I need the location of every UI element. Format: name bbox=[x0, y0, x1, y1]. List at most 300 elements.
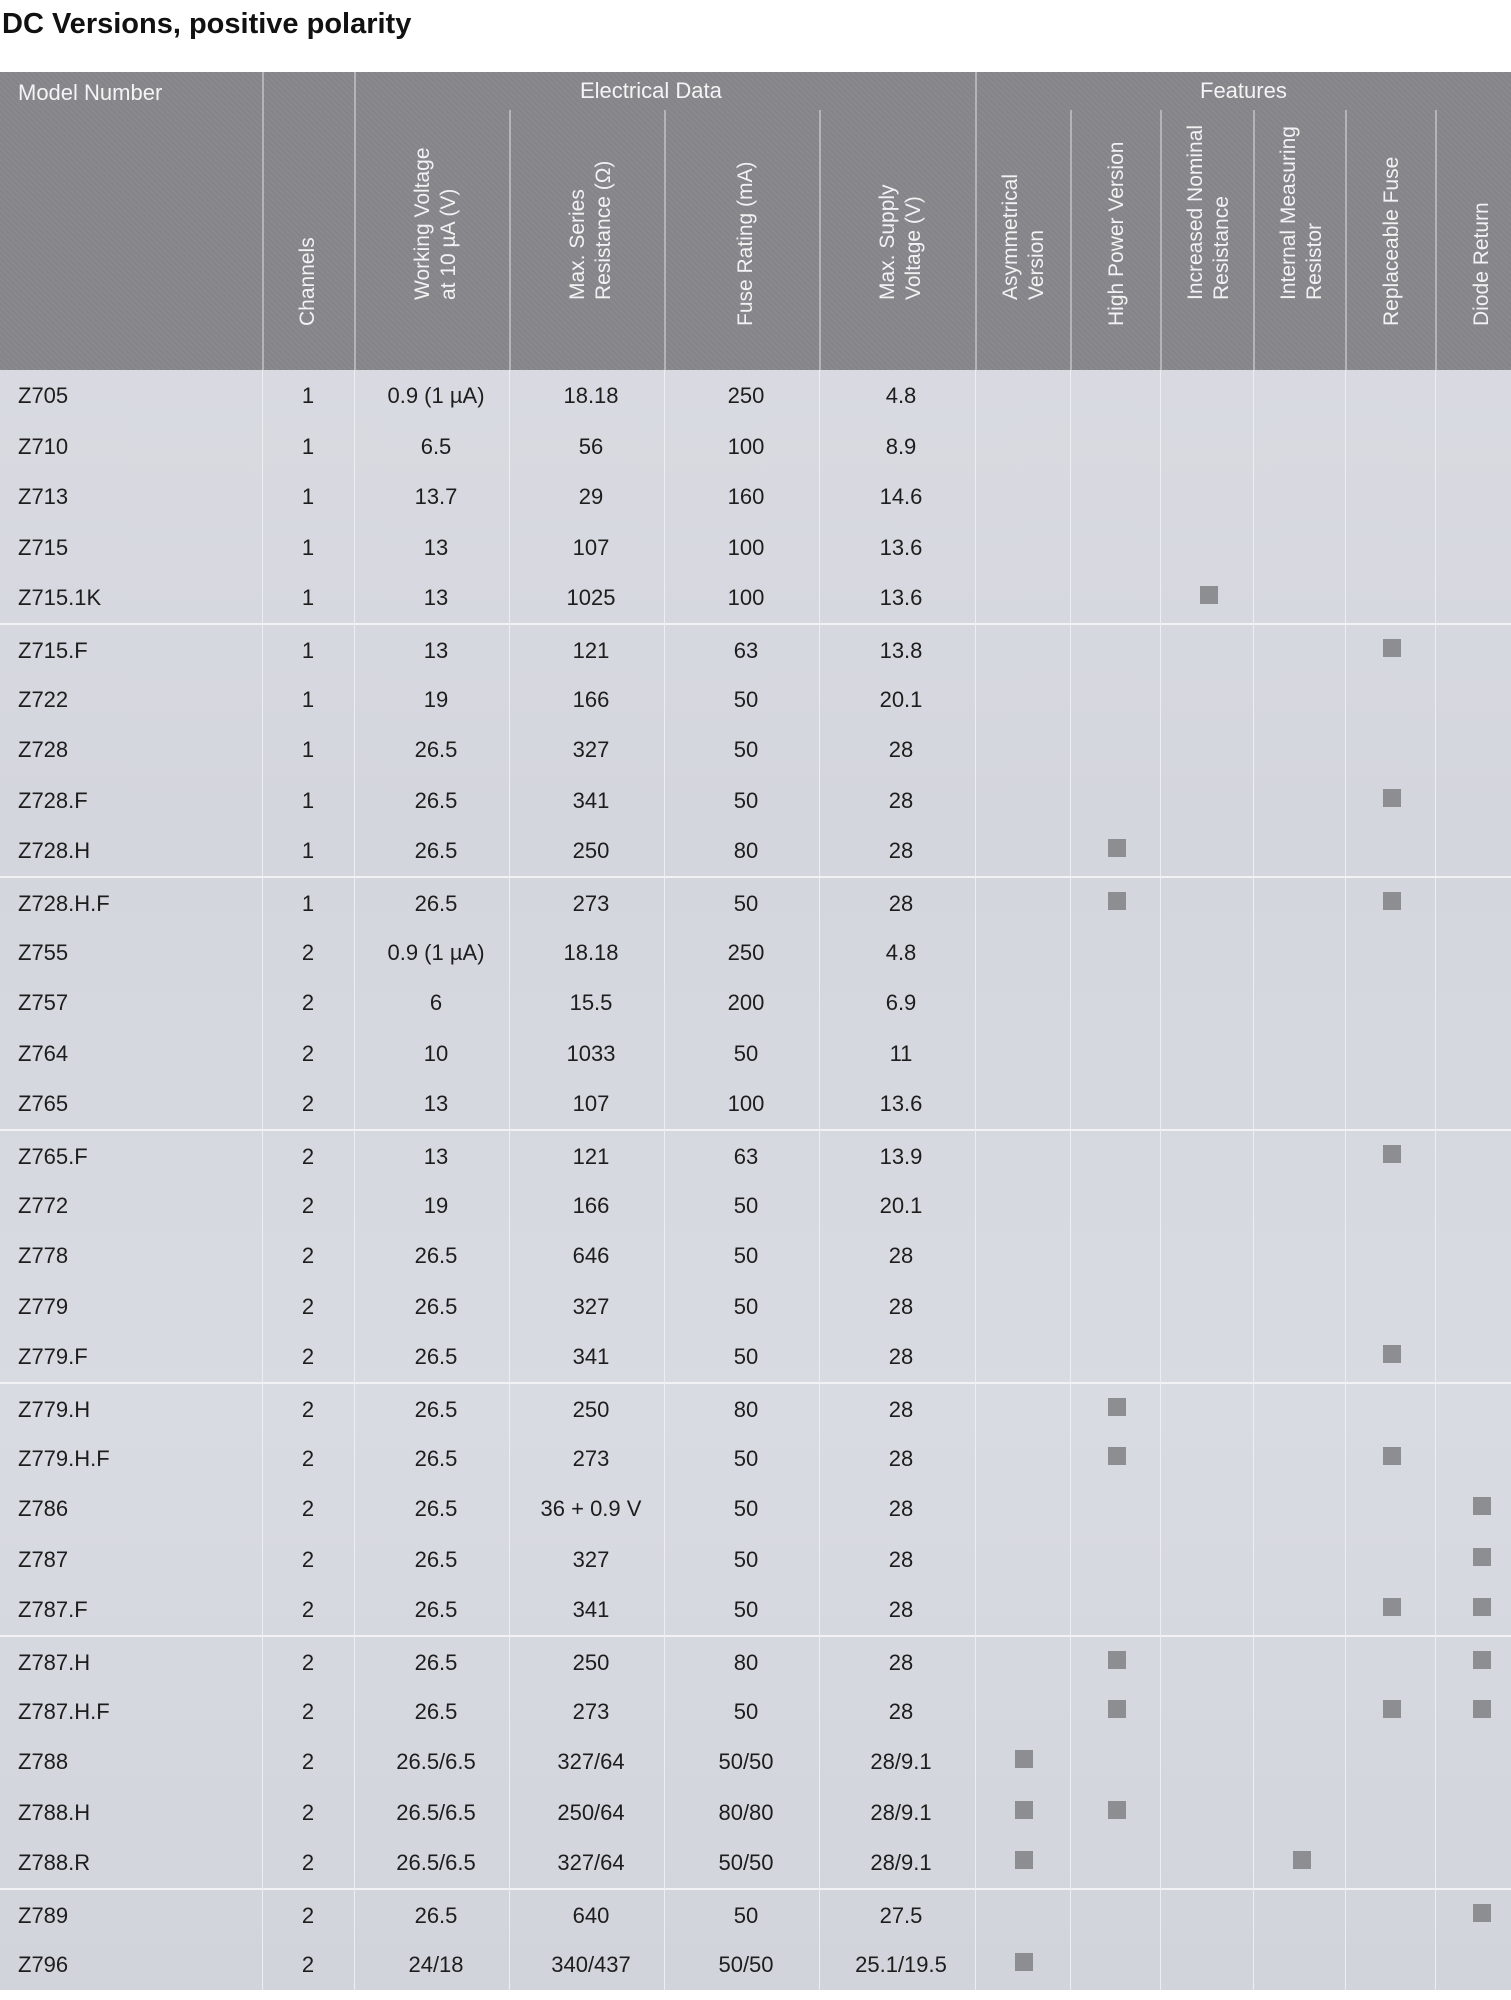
model-number-cell: Z757 bbox=[18, 990, 69, 1016]
column-header-label bbox=[1379, 157, 1405, 326]
table-row bbox=[0, 1028, 1511, 1079]
table-row bbox=[0, 1686, 1511, 1737]
column-divider bbox=[664, 370, 665, 1990]
max-supply-voltage-cell: 28 bbox=[888, 1650, 914, 1675]
max-series-resistance-cell: 1025 bbox=[566, 585, 616, 611]
column-header-label bbox=[1183, 125, 1235, 300]
fuse-rating-cell: 100 bbox=[727, 433, 765, 459]
table-row bbox=[0, 1281, 1511, 1332]
working-voltage-cell: 26.5 bbox=[414, 891, 458, 916]
channels-cell: 2 bbox=[301, 1243, 315, 1269]
diode-return-marker bbox=[1473, 1598, 1491, 1616]
channels-cell: 1 bbox=[301, 686, 315, 712]
max-supply-voltage-cell: 28 bbox=[888, 1445, 914, 1471]
max-series-resistance-cell: 1033 bbox=[566, 1040, 616, 1066]
column-divider bbox=[819, 370, 820, 1990]
model-number-cell: Z728.H.F bbox=[18, 891, 110, 916]
replaceable-fuse-marker bbox=[1383, 1700, 1401, 1718]
fuse-rating-cell: 80 bbox=[733, 1650, 759, 1675]
working-voltage-cell: 26.5 bbox=[414, 838, 458, 864]
column-divider bbox=[1160, 370, 1161, 1990]
max-supply-voltage-cell: 11 bbox=[889, 1040, 913, 1066]
model-number-cell: Z722 bbox=[18, 686, 69, 712]
high-power-marker bbox=[1108, 1447, 1126, 1465]
working-voltage-cell: 0.9 (1 µA) bbox=[387, 939, 485, 965]
table-row bbox=[0, 1584, 1511, 1635]
model-number-cell: Z715 bbox=[18, 534, 69, 560]
fuse-rating-cell: 50 bbox=[733, 891, 759, 916]
max-supply-voltage-cell: 28 bbox=[888, 1546, 914, 1572]
model-number-cell: Z796 bbox=[18, 1951, 69, 1977]
channels-cell: 2 bbox=[301, 1144, 315, 1169]
features-header: Features bbox=[1200, 78, 1287, 103]
fuse-rating-cell: 50 bbox=[733, 1040, 759, 1066]
max-series-resistance-cell: 341 bbox=[572, 787, 610, 813]
max-supply-voltage-cell: 4.8 bbox=[885, 383, 917, 408]
max-series-resistance-cell: 341 bbox=[572, 1344, 610, 1370]
fuse-rating-cell: 80 bbox=[733, 1397, 759, 1422]
fuse-rating-cell: 50 bbox=[733, 686, 759, 712]
fuse-rating-cell: 50 bbox=[733, 787, 759, 813]
high-power-marker bbox=[1108, 1398, 1126, 1416]
fuse-rating-cell: 50 bbox=[733, 1546, 759, 1572]
channels-cell: 1 bbox=[301, 638, 315, 663]
column-header-label bbox=[565, 161, 617, 300]
max-supply-voltage-cell: 8.9 bbox=[885, 433, 917, 459]
model-number-cell: Z779.H.F bbox=[18, 1445, 110, 1471]
max-series-resistance-cell: 273 bbox=[572, 1445, 610, 1471]
asymmetrical-marker bbox=[1015, 1851, 1033, 1869]
channels-cell: 2 bbox=[301, 1799, 315, 1825]
table-row bbox=[0, 1331, 1511, 1382]
max-supply-voltage-cell: 4.8 bbox=[885, 939, 917, 965]
working-voltage-cell: 13 bbox=[423, 585, 449, 611]
max-supply-voltage-cell: 28 bbox=[888, 1344, 914, 1370]
max-supply-voltage-cell: 28 bbox=[888, 1243, 914, 1269]
channels-cell: 2 bbox=[301, 1951, 315, 1977]
fuse-rating-cell: 50 bbox=[733, 1192, 759, 1218]
table-row bbox=[0, 1534, 1511, 1585]
max-series-resistance-cell: 327 bbox=[572, 737, 610, 763]
column-header-line: Asymmetrical bbox=[999, 173, 1022, 300]
column-header-line: Resistor bbox=[1303, 222, 1326, 300]
working-voltage-cell: 6 bbox=[429, 990, 443, 1016]
model-number-cell: Z713 bbox=[18, 484, 69, 510]
table-row bbox=[0, 724, 1511, 775]
model-number-cell: Z787.H.F bbox=[18, 1698, 110, 1724]
fuse-rating-cell: 100 bbox=[727, 1091, 765, 1117]
table-row bbox=[0, 1382, 1511, 1435]
channels-cell: 1 bbox=[301, 737, 315, 763]
diode-return-marker bbox=[1473, 1651, 1491, 1669]
model-number-header: Model Number bbox=[18, 80, 163, 105]
model-number-cell: Z788.H bbox=[18, 1799, 91, 1825]
max-supply-voltage-cell: 13.6 bbox=[879, 585, 923, 611]
fuse-rating-cell: 63 bbox=[733, 1144, 759, 1169]
model-number-cell: Z788 bbox=[18, 1749, 69, 1775]
max-series-resistance-cell: 340/437 bbox=[551, 1951, 631, 1977]
header-subdivider bbox=[1070, 110, 1072, 370]
working-voltage-cell: 24/18 bbox=[408, 1951, 464, 1977]
max-series-resistance-cell: 250 bbox=[572, 1650, 610, 1675]
column-header-label bbox=[295, 237, 321, 326]
channels-cell: 2 bbox=[301, 1496, 315, 1522]
header-divider bbox=[262, 72, 264, 370]
working-voltage-cell: 13 bbox=[423, 638, 449, 663]
working-voltage-cell: 26.5 bbox=[414, 1903, 458, 1928]
column-header-label bbox=[410, 147, 462, 300]
max-supply-voltage-cell: 28/9.1 bbox=[870, 1799, 932, 1825]
channels-cell: 1 bbox=[301, 484, 315, 510]
channels-cell: 2 bbox=[301, 939, 315, 965]
column-divider bbox=[1345, 370, 1346, 1990]
fuse-rating-cell: 50 bbox=[733, 1344, 759, 1370]
working-voltage-cell: 26.5 bbox=[414, 787, 458, 813]
model-number-cell: Z728.F bbox=[18, 787, 88, 813]
max-supply-voltage-cell: 6.9 bbox=[885, 990, 917, 1016]
max-supply-voltage-cell: 28 bbox=[888, 1496, 914, 1522]
column-header-line: High Power Version bbox=[1105, 141, 1128, 326]
model-number-cell: Z710 bbox=[18, 433, 69, 459]
channels-cell: 1 bbox=[301, 433, 315, 459]
fuse-rating-cell: 50 bbox=[733, 1445, 759, 1471]
column-header-line: Increased Nominal bbox=[1184, 124, 1207, 300]
model-number-cell: Z787.F bbox=[18, 1597, 88, 1623]
column-header-line: Diode Return bbox=[1470, 202, 1493, 326]
max-supply-voltage-cell: 28 bbox=[888, 787, 914, 813]
max-series-resistance-cell: 56 bbox=[578, 433, 604, 459]
working-voltage-cell: 0.9 (1 µA) bbox=[387, 383, 485, 408]
header-subdivider bbox=[509, 110, 511, 370]
asymmetrical-marker bbox=[1015, 1801, 1033, 1819]
channels-cell: 1 bbox=[301, 534, 315, 560]
replaceable-fuse-marker bbox=[1383, 639, 1401, 657]
channels-cell: 2 bbox=[301, 1293, 315, 1319]
model-number-cell: Z779.F bbox=[18, 1344, 88, 1370]
table-row bbox=[0, 876, 1511, 929]
replaceable-fuse-marker bbox=[1383, 892, 1401, 910]
header-subdivider bbox=[1160, 110, 1162, 370]
table-row bbox=[0, 775, 1511, 826]
max-supply-voltage-cell: 28/9.1 bbox=[870, 1850, 932, 1876]
working-voltage-cell: 26.5 bbox=[414, 737, 458, 763]
max-supply-voltage-cell: 14.6 bbox=[879, 484, 923, 510]
fuse-rating-cell: 50/50 bbox=[718, 1850, 774, 1876]
asymmetrical-marker bbox=[1015, 1953, 1033, 1971]
internal-measuring-marker bbox=[1293, 1851, 1311, 1869]
table-row bbox=[0, 370, 1511, 421]
replaceable-fuse-marker bbox=[1383, 1345, 1401, 1363]
channels-cell: 1 bbox=[301, 891, 315, 916]
header-subdivider bbox=[819, 110, 821, 370]
max-series-resistance-cell: 107 bbox=[572, 534, 610, 560]
column-header-label bbox=[1104, 142, 1130, 326]
working-voltage-cell: 26.5 bbox=[414, 1496, 458, 1522]
max-supply-voltage-cell: 28 bbox=[888, 1597, 914, 1623]
channels-cell: 1 bbox=[301, 383, 315, 408]
channels-cell: 2 bbox=[301, 1445, 315, 1471]
max-series-resistance-cell: 250 bbox=[572, 1397, 610, 1422]
fuse-rating-cell: 250 bbox=[727, 939, 765, 965]
table-row bbox=[0, 1787, 1511, 1838]
max-supply-voltage-cell: 13.8 bbox=[879, 638, 923, 663]
model-number-cell: Z772 bbox=[18, 1192, 69, 1218]
max-series-resistance-cell: 121 bbox=[572, 1144, 610, 1169]
column-header-line: Max. Series bbox=[566, 189, 589, 300]
max-series-resistance-cell: 646 bbox=[572, 1243, 610, 1269]
fuse-rating-cell: 80/80 bbox=[718, 1799, 774, 1825]
max-supply-voltage-cell: 28 bbox=[888, 1397, 914, 1422]
max-supply-voltage-cell: 20.1 bbox=[879, 1192, 923, 1218]
column-header-label bbox=[875, 184, 927, 300]
working-voltage-cell: 26.5 bbox=[414, 1344, 458, 1370]
max-series-resistance-cell: 15.5 bbox=[569, 990, 613, 1016]
working-voltage-cell: 13 bbox=[423, 534, 449, 560]
max-supply-voltage-cell: 13.9 bbox=[879, 1144, 923, 1169]
max-supply-voltage-cell: 27.5 bbox=[879, 1903, 923, 1928]
table-row bbox=[0, 1635, 1511, 1688]
table-row bbox=[0, 1939, 1511, 1990]
high-power-marker bbox=[1108, 1801, 1126, 1819]
table-row bbox=[0, 927, 1511, 978]
max-supply-voltage-cell: 13.6 bbox=[879, 1091, 923, 1117]
max-supply-voltage-cell: 28 bbox=[888, 838, 914, 864]
fuse-rating-cell: 50 bbox=[733, 1293, 759, 1319]
working-voltage-cell: 13.7 bbox=[414, 484, 458, 510]
channels-cell: 1 bbox=[301, 585, 315, 611]
column-header-line: Resistance (Ω) bbox=[592, 160, 615, 300]
column-header-line: at 10 µA (V) bbox=[437, 188, 460, 300]
max-series-resistance-cell: 273 bbox=[572, 1698, 610, 1724]
data-table bbox=[0, 72, 1511, 1990]
electrical-data-header: Electrical Data bbox=[580, 78, 722, 103]
working-voltage-cell: 26.5 bbox=[414, 1445, 458, 1471]
column-header-label bbox=[1276, 126, 1328, 300]
diode-return-marker bbox=[1473, 1904, 1491, 1922]
working-voltage-cell: 26.5 bbox=[414, 1698, 458, 1724]
table-row bbox=[0, 825, 1511, 876]
replaceable-fuse-marker bbox=[1383, 1598, 1401, 1616]
channels-cell: 2 bbox=[301, 1344, 315, 1370]
fuse-rating-cell: 50 bbox=[733, 1903, 759, 1928]
asymmetrical-marker bbox=[1015, 1750, 1033, 1768]
working-voltage-cell: 26.5 bbox=[414, 1243, 458, 1269]
diode-return-marker bbox=[1473, 1497, 1491, 1515]
working-voltage-cell: 13 bbox=[423, 1144, 449, 1169]
working-voltage-cell: 13 bbox=[423, 1091, 449, 1117]
table-row bbox=[0, 471, 1511, 522]
channels-cell: 2 bbox=[301, 1091, 315, 1117]
column-divider bbox=[975, 370, 976, 1990]
model-number-cell: Z728 bbox=[18, 737, 69, 763]
high-power-marker bbox=[1108, 839, 1126, 857]
max-series-resistance-cell: 18.18 bbox=[563, 383, 619, 408]
max-series-resistance-cell: 327/64 bbox=[557, 1749, 625, 1775]
working-voltage-cell: 19 bbox=[423, 686, 449, 712]
diode-return-marker bbox=[1473, 1548, 1491, 1566]
table-row bbox=[0, 977, 1511, 1028]
max-series-resistance-cell: 121 bbox=[572, 638, 610, 663]
header-divider bbox=[975, 72, 977, 370]
fuse-rating-cell: 50 bbox=[733, 737, 759, 763]
max-series-resistance-cell: 166 bbox=[572, 686, 610, 712]
working-voltage-cell: 26.5 bbox=[414, 1397, 458, 1422]
channels-cell: 2 bbox=[301, 1040, 315, 1066]
model-number-cell: Z728.H bbox=[18, 838, 91, 864]
table-header bbox=[0, 72, 1511, 370]
model-number-cell: Z765.F bbox=[18, 1144, 88, 1169]
column-header-line: Resistance bbox=[1210, 196, 1233, 300]
fuse-rating-cell: 50 bbox=[733, 1496, 759, 1522]
max-supply-voltage-cell: 28 bbox=[888, 1293, 914, 1319]
header-subdivider bbox=[1253, 110, 1255, 370]
model-number-cell: Z715.F bbox=[18, 638, 88, 663]
working-voltage-cell: 6.5 bbox=[420, 433, 452, 459]
model-number-cell: Z779 bbox=[18, 1293, 69, 1319]
max-supply-voltage-cell: 28 bbox=[888, 1698, 914, 1724]
max-supply-voltage-cell: 28 bbox=[888, 891, 914, 916]
working-voltage-cell: 19 bbox=[423, 1192, 449, 1218]
model-number-cell: Z764 bbox=[18, 1040, 69, 1066]
channels-cell: 1 bbox=[301, 838, 315, 864]
model-number-cell: Z715.1K bbox=[18, 585, 102, 611]
column-header-label bbox=[1469, 202, 1495, 326]
working-voltage-cell: 26.5 bbox=[414, 1597, 458, 1623]
column-header-line: Voltage (V) bbox=[902, 196, 925, 300]
column-divider bbox=[509, 370, 510, 1990]
model-number-cell: Z779.H bbox=[18, 1397, 91, 1422]
fuse-rating-cell: 100 bbox=[727, 585, 765, 611]
fuse-rating-cell: 50 bbox=[733, 1698, 759, 1724]
table-row bbox=[0, 1888, 1511, 1941]
column-header-line: Channels bbox=[296, 237, 319, 326]
column-header-line: Version bbox=[1025, 229, 1048, 300]
high-power-marker bbox=[1108, 1651, 1126, 1669]
max-series-resistance-cell: 18.18 bbox=[563, 939, 619, 965]
diode-return-marker bbox=[1473, 1700, 1491, 1718]
max-series-resistance-cell: 250/64 bbox=[557, 1799, 625, 1825]
column-header-line: Working Voltage bbox=[411, 147, 434, 300]
high-power-marker bbox=[1108, 892, 1126, 910]
channels-cell: 2 bbox=[301, 1850, 315, 1876]
column-header-line: Fuse Rating (mA) bbox=[734, 161, 757, 326]
channels-cell: 2 bbox=[301, 1749, 315, 1775]
column-header-line: Internal Measuring bbox=[1277, 126, 1300, 300]
channels-cell: 1 bbox=[301, 787, 315, 813]
column-divider bbox=[1070, 370, 1071, 1990]
channels-cell: 2 bbox=[301, 1597, 315, 1623]
table-row bbox=[0, 1230, 1511, 1281]
max-supply-voltage-cell: 28/9.1 bbox=[870, 1749, 932, 1775]
fuse-rating-cell: 100 bbox=[727, 534, 765, 560]
channels-cell: 2 bbox=[301, 990, 315, 1016]
fuse-rating-cell: 50/50 bbox=[718, 1749, 774, 1775]
high-power-marker bbox=[1108, 1700, 1126, 1718]
fuse-rating-cell: 50 bbox=[733, 1597, 759, 1623]
page-title: DC Versions, positive polarity bbox=[2, 8, 412, 40]
column-header-label bbox=[733, 161, 759, 326]
max-series-resistance-cell: 341 bbox=[572, 1597, 610, 1623]
max-series-resistance-cell: 327 bbox=[572, 1546, 610, 1572]
header-divider bbox=[354, 72, 356, 370]
column-divider bbox=[354, 370, 355, 1990]
max-supply-voltage-cell: 20.1 bbox=[879, 686, 923, 712]
max-supply-voltage-cell: 28 bbox=[888, 737, 914, 763]
header-subdivider bbox=[1345, 110, 1347, 370]
model-number-cell: Z765 bbox=[18, 1091, 69, 1117]
working-voltage-cell: 26.5/6.5 bbox=[396, 1749, 476, 1775]
increased-nominal-marker bbox=[1200, 586, 1218, 604]
channels-cell: 2 bbox=[301, 1546, 315, 1572]
max-series-resistance-cell: 327/64 bbox=[557, 1850, 625, 1876]
max-series-resistance-cell: 273 bbox=[572, 891, 610, 916]
fuse-rating-cell: 63 bbox=[733, 638, 759, 663]
table-row bbox=[0, 572, 1511, 623]
model-number-cell: Z755 bbox=[18, 939, 69, 965]
fuse-rating-cell: 80 bbox=[733, 838, 759, 864]
table-row bbox=[0, 1483, 1511, 1534]
working-voltage-cell: 26.5/6.5 bbox=[396, 1850, 476, 1876]
table-row bbox=[0, 1180, 1511, 1231]
channels-cell: 2 bbox=[301, 1192, 315, 1218]
table-row bbox=[0, 1129, 1511, 1182]
channels-cell: 2 bbox=[301, 1903, 315, 1928]
max-series-resistance-cell: 327 bbox=[572, 1293, 610, 1319]
model-number-cell: Z786 bbox=[18, 1496, 69, 1522]
table-row bbox=[0, 674, 1511, 725]
header-subdivider bbox=[1435, 110, 1437, 370]
fuse-rating-cell: 160 bbox=[727, 484, 765, 510]
max-series-resistance-cell: 36 + 0.9 V bbox=[540, 1496, 642, 1522]
model-number-cell: Z789 bbox=[18, 1903, 69, 1928]
table-row bbox=[0, 1837, 1511, 1888]
fuse-rating-cell: 250 bbox=[727, 383, 765, 408]
working-voltage-cell: 26.5 bbox=[414, 1650, 458, 1675]
model-number-cell: Z788.R bbox=[18, 1850, 91, 1876]
max-supply-voltage-cell: 13.6 bbox=[879, 534, 923, 560]
max-series-resistance-cell: 107 bbox=[572, 1091, 610, 1117]
header-subdivider bbox=[664, 110, 666, 370]
column-divider bbox=[1435, 370, 1436, 1990]
working-voltage-cell: 26.5 bbox=[414, 1293, 458, 1319]
table-row bbox=[0, 421, 1511, 472]
fuse-rating-cell: 200 bbox=[727, 990, 765, 1016]
model-number-cell: Z787 bbox=[18, 1546, 69, 1572]
replaceable-fuse-marker bbox=[1383, 1145, 1401, 1163]
fuse-rating-cell: 50/50 bbox=[718, 1951, 774, 1977]
channels-cell: 2 bbox=[301, 1698, 315, 1724]
table-row bbox=[0, 522, 1511, 573]
max-series-resistance-cell: 640 bbox=[572, 1903, 610, 1928]
table-row bbox=[0, 1433, 1511, 1484]
table-row bbox=[0, 623, 1511, 676]
column-header-line: Replaceable Fuse bbox=[1380, 156, 1403, 326]
max-supply-voltage-cell: 25.1/19.5 bbox=[855, 1951, 947, 1977]
fuse-rating-cell: 50 bbox=[733, 1243, 759, 1269]
column-divider bbox=[262, 370, 263, 1990]
working-voltage-cell: 10 bbox=[423, 1040, 449, 1066]
channels-cell: 2 bbox=[301, 1650, 315, 1675]
max-series-resistance-cell: 29 bbox=[578, 484, 604, 510]
table-row bbox=[0, 1736, 1511, 1787]
max-series-resistance-cell: 250 bbox=[572, 838, 610, 864]
working-voltage-cell: 26.5 bbox=[414, 1546, 458, 1572]
replaceable-fuse-marker bbox=[1383, 1447, 1401, 1465]
column-header-label bbox=[998, 174, 1050, 300]
replaceable-fuse-marker bbox=[1383, 789, 1401, 807]
model-number-cell: Z787.H bbox=[18, 1650, 91, 1675]
column-divider bbox=[1253, 370, 1254, 1990]
